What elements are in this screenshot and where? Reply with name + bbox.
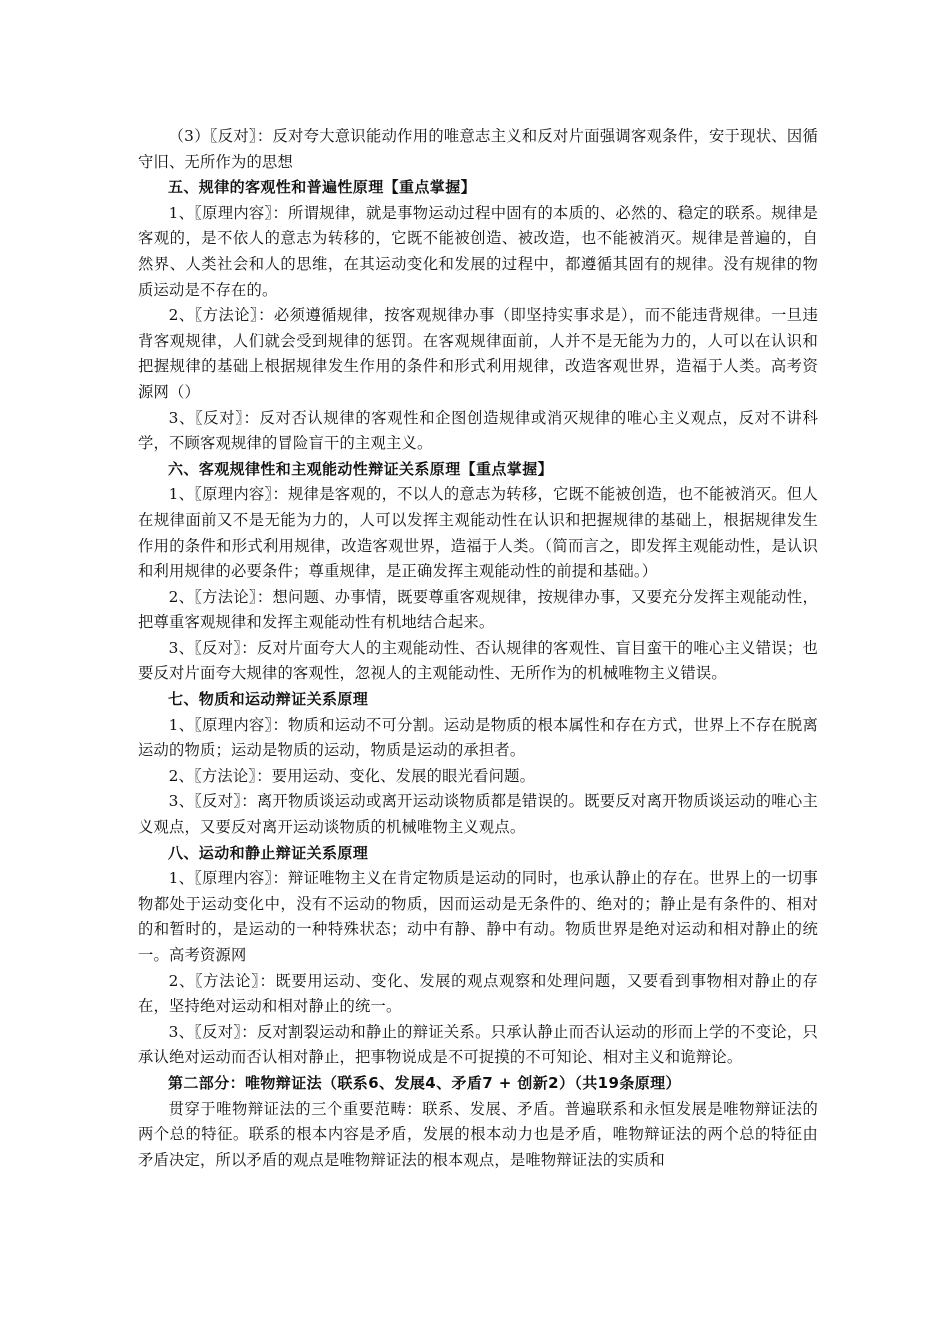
paragraph-principle: 1、〖原理内容〗：规律是客观的，不以人的意志为转移，它既不能被创造，也不能被消灭。但人在规律面前又不是无能为力的，人可以发挥主观能动性在认识和把握规律的基础上，根据规律发生作用的条件和形式利用规律，改造客观世界，造福于人类。（简而言之，即发挥主观能动性，是认识和利用规律的必要条件；尊重规律，是正确发挥主观能动性的前提和基础。） [138,485,818,581]
paragraph-methodology: 2、〖方法论〗：必须遵循规律，按客观规律办事（即坚持实事求是），而不能违背规律。一旦违背客观规律，人们就会受到规律的惩罚。在客观规律面前，人并不是无能为力的，人可以在认识和把握规律的基础上根据规律发生作用的条件和形式利用规律，改造客观世界，造福于人类。高考资源网（） [138,306,818,401]
section-heading-8: 八、运动和静止辩证关系原理 [168,843,369,862]
paragraph-intro: 贯穿于唯物辩证法的三个重要范畴：联系、发展、矛盾。普遍联系和永恒发展是唯物辩证法的两个总的特征。联系的根本内容是矛盾，发展的根本动力也是矛盾，唯物辩证法的两个总的特征由矛盾决定，所以矛盾的观点是唯物辩证法的根本观点，是唯物辩证法的实质和 [138,1099,818,1169]
part-two-heading: 第二部分：唯物辩证法（联系6、发展4、矛盾7 + 创新2）（共19条原理） [168,1073,681,1092]
paragraph-methodology: 2、〖方法论〗：要用运动、变化、发展的眼光看问题。 [168,766,536,785]
section-heading-7: 七、物质和运动辩证关系原理 [168,690,369,709]
paragraph-opposition: 3、〖反对〗：反对片面夸大人的主观能动性、否认规律的客观性、盲目蛮干的唯心主义错误；也要反对片面夸大规律的客观性，忽视人的主观能动性、无所作为的机械唯物主义错误。 [138,638,818,683]
paragraph-opposition-3: （3）〖反对〗：反对夸大意识能动作用的唯意志主义和反对片面强调客观条件，安于现状、因循守旧、无所作为的思想 [138,127,818,171]
paragraph-methodology: 2、〖方法论〗：既要用运动、变化、发展的观点观察和处理问题，又要看到事物相对静止的存在，坚持绝对运动和相对静止的统一。 [138,971,818,1016]
section-heading-5: 五、规律的客观性和普遍性原理【重点掌握】 [168,178,477,197]
paragraph-principle: 1、〖原理内容〗：所谓规律，就是事物运动过程中固有的本质的、必然的、稳定的联系。规律是客观的，是不依人的意志为转移的，它既不能被创造、被改造，也不能被消灭。规律是普遍的，自然界、人类社会和人的思维，在其运动变化和发展的过程中，都遵循其固有的规律。没有规律的物质运动是不存在的。 [138,203,818,299]
document-page [138,124,818,1173]
paragraph-methodology: 2、〖方法论〗：想问题、办事情，既要尊重客观规律，按规律办事，又要充分发挥主观能动性，把尊重客观规律和发挥主观能动性有机地结合起来。 [138,587,818,632]
paragraph-opposition: 3、〖反对〗：反对否认规律的客观性和企图创造规律或消灭规律的唯心主义观点，反对不讲科学，不顾客观规律的冒险盲干的主观主义。 [138,408,818,453]
paragraph-opposition: 3、〖反对〗：离开物质谈运动或离开运动谈物质都是错误的。既要反对离开物质谈运动的唯心主义观点，又要反对离开运动谈物质的机械唯物主义观点。 [138,792,818,837]
paragraph-principle: 1、〖原理内容〗：辩证唯物主义在肯定物质是运动的同时，也承认静止的存在。世界上的一切事物都处于运动变化中，没有不运动的物质，因而运动是无条件的、绝对的；静止是有条件的、相对的和暂时的，是运动的一种特殊状态；动中有静、静中有动。物质世界是绝对运动和相对静止的统一。高考资源网 [138,869,818,964]
paragraph-opposition: 3、〖反对〗：反对割裂运动和静止的辩证关系。只承认静止而否认运动的形而上学的不变论，只承认绝对运动而否认相对静止，把事物说成是不可捉摸的不可知论、相对主义和诡辩论。 [138,1022,818,1067]
paragraph-principle: 1、〖原理内容〗：物质和运动不可分割。运动是物质的根本属性和存在方式，世界上不存在脱离运动的物质；运动是物质的运动，物质是运动的承担者。 [138,715,818,760]
section-heading-6: 六、客观规律性和主观能动性辩证关系原理【重点掌握】 [168,459,554,478]
